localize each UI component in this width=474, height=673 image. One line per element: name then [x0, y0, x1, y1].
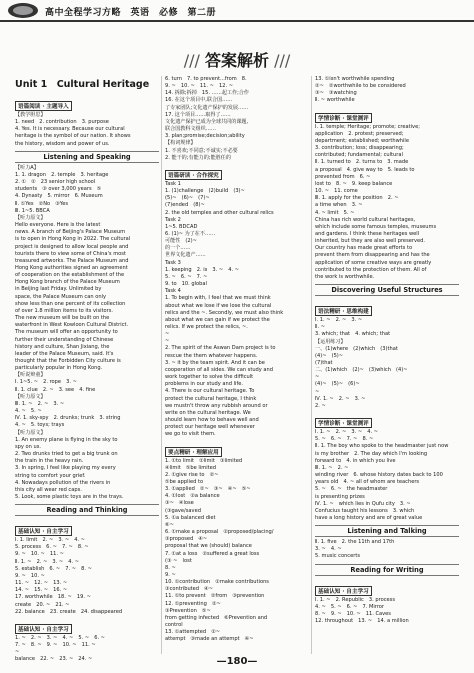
- answer-line: protect our heritage well whenever: [165, 424, 255, 431]
- page-number: —180—: [216, 656, 258, 667]
- answer-line: is my brother 2. The day which I'm looking: [315, 450, 428, 457]
- section-tag: [315, 298, 459, 317]
- answer-line: 2. ①give rise to ②~: [165, 471, 219, 478]
- answer-line: we go to visit them.: [165, 431, 216, 438]
- page-title: 答案解析: [204, 51, 269, 70]
- answer-line: thought that the Forbidden City culture is: [15, 358, 121, 364]
- answer-column-2: [165, 76, 309, 656]
- answer-line: ③contributed ④~: [165, 586, 213, 593]
- section-tag: [315, 105, 459, 124]
- answer-line: space, the Palace Museum can only: [15, 293, 106, 300]
- answer-line: The new museum will be built on the: [15, 315, 110, 322]
- answer-line: the train in the heavy rain.: [15, 458, 84, 465]
- answer-line: heritage is the symbol of our nation. It shows: [15, 133, 131, 140]
- answer-line: 5. ~ 6. ~ 7. ~: [165, 273, 208, 280]
- answer-line: Ⅱ. 1. five 2. the 11th and 17th: [315, 539, 395, 546]
- answer-line: create 20. ~ 21. ~: [15, 601, 70, 608]
- answer-line: 8. ~: [165, 564, 176, 571]
- answer-line: work together to solve the difficult: [165, 374, 254, 381]
- answer-line: 二、(1)which (2)~ (3)which (4)~: [315, 367, 408, 374]
- answer-line: 7. ①at a loss ②suffered a great loss: [165, 550, 260, 557]
- answer-line: lost to 8. ~ 9. keep balance: [315, 180, 393, 187]
- answer-line: 5. ①a balanced diet: [165, 514, 216, 521]
- answer-line: application of some creative ways are greatly: [315, 259, 432, 266]
- answer-line: 可能性 (2)~: [165, 238, 197, 245]
- answer-line: ~: [165, 331, 170, 338]
- section-heading: Listening and Speaking: [15, 151, 159, 163]
- answer-line: 14. ~ 15. ~ 16. ~: [15, 587, 68, 594]
- column-divider: [311, 76, 312, 654]
- answer-line: 1~5. BDCAD: [165, 223, 198, 230]
- answer-line: 10. ~ 11. come: [315, 188, 358, 195]
- answer-line: Ⅳ. 1. sky-spy 2. drunks; trunk 3. string: [15, 415, 121, 422]
- answer-line: this city all wear red caps.: [15, 486, 82, 493]
- answer-line: 3. contribution; loss; disappearing;: [315, 145, 404, 152]
- answer-line: the history, wisdom and power of us.: [15, 140, 110, 147]
- answer-line: 【教学胆思】: [15, 112, 46, 118]
- answer-line: Ⅲ. 1~5. BBCA: [15, 207, 50, 214]
- answer-line: 1. 不喜欢;不同意;不诚实;不必要: [165, 147, 238, 154]
- answer-line: 5. music concerts: [315, 553, 360, 560]
- section-tag-label: 基础认知 · 自主学习: [315, 586, 372, 596]
- answer-line: 联合国教科文组织……: [165, 126, 216, 133]
- section-tag: [315, 410, 459, 429]
- answer-line: 4. ①lost ②a balance: [165, 493, 220, 500]
- answer-line: 4. Yes. It is necessary. Because our cultural: [15, 126, 125, 133]
- answer-line: 3. which; that 4. which; that: [315, 331, 391, 338]
- answer-line: students ③ over 3,000 years ⑤: [15, 186, 102, 193]
- section-tag: [15, 93, 159, 112]
- answer-line: (4)~ (5)~: [315, 352, 344, 359]
- answer-line: 1. keeping 2. is 3. ~ 4. ~: [165, 266, 239, 273]
- answer-line: 3. ~ 4. ~: [315, 546, 342, 553]
- section-tag: [315, 578, 459, 597]
- answer-line: ③proposed ④~: [165, 536, 208, 543]
- answer-line: 11. ①to prevent ②from ③prevention: [165, 593, 265, 600]
- answer-line: spy on us.: [15, 443, 41, 450]
- answer-line: (③gave/saved: [165, 507, 201, 514]
- answer-line: 10. ①contribution ②make contributions: [165, 579, 269, 586]
- answer-line: department; established; worthwhile: [315, 137, 409, 144]
- answer-line: particularly popular in Hong Kong.: [15, 365, 103, 372]
- answer-line: ③Prevention ⑤~: [165, 607, 211, 614]
- answer-line: 【听力原文】: [15, 214, 46, 221]
- answer-line: Ⅱ. ~ worthwhile: [315, 97, 355, 104]
- answer-line: Task 2: [165, 216, 181, 223]
- answer-line: (7)ended (8)~: [165, 202, 205, 209]
- answer-column-3: [315, 76, 459, 656]
- answer-line: Ⅲ. 1. apply for the position 2. ~: [315, 195, 399, 202]
- book-title: 高中全程学习方略 英语 必修 第二册: [45, 8, 217, 18]
- answer-line: Confucius taught his lessons 3. which: [315, 507, 415, 514]
- answer-line: 4. There is our cultural heritage. To: [165, 388, 255, 395]
- section-heading: Reading for Writing: [315, 564, 459, 576]
- answer-line: should learn how to behave well and: [165, 417, 259, 424]
- answer-line: 1. (1)challenge (2)build (3)~: [165, 188, 245, 195]
- answer-line: inherited, but they are also well preserved.: [315, 238, 425, 245]
- answer-line: is presenting prizes: [315, 493, 365, 500]
- answer-line: of cooperation on the establishment of the: [15, 272, 125, 279]
- answer-line: protect the cultural heritage, I think: [165, 395, 257, 402]
- answer-line: project is designed to allow local people and: [15, 243, 129, 250]
- answer-line: ~: [315, 388, 320, 395]
- answer-line: the work is worthwhile.: [315, 273, 375, 280]
- answer-line: The museum will offer an opportunity to: [15, 329, 118, 336]
- answer-line: Hello everyone. Here is the latest: [15, 222, 101, 229]
- answer-line: 【听力A】: [15, 164, 39, 171]
- answer-line: ②~ ②worthwhile to be considered: [315, 83, 406, 90]
- column-2-content: [165, 76, 309, 644]
- answer-line: control: [165, 622, 183, 629]
- answer-line: 17. worthwhile 18. ~ 19. ~: [15, 594, 91, 601]
- answer-line: and gardens. I think these heritages well: [315, 230, 420, 237]
- answer-line: Ⅱ. 1. The boy who spoke to the headmaster just now: [315, 443, 449, 450]
- answer-line: 文化遗产保护已成为全球共同的课题,: [165, 118, 249, 125]
- answer-line: Ⅰ. 1. ~ 2. ~ 3. ~: [315, 317, 363, 324]
- answer-line: rescue the them whatever happens.: [165, 352, 258, 359]
- answer-line: 5. process 6. ~ 7. ~ 8. ~: [15, 544, 89, 551]
- answer-line: Task 3: [165, 259, 181, 266]
- unit-title: Unit 1 Cultural Heritage: [15, 79, 150, 90]
- answer-line: in Beijing last Friday. Unlimited by: [15, 286, 102, 293]
- answer-line: relics and the ~. Secondly, we must also think: [165, 309, 284, 316]
- section-tag: [165, 439, 309, 458]
- answer-line: prevent them from disappearing and has the: [315, 252, 430, 259]
- answer-line: 1. An enemy plane is flying in the sky to: [15, 436, 118, 443]
- answer-line: 1. To begin with, I feel that we must think: [165, 295, 271, 302]
- answer-line: tourists there to view some of China's most: [15, 250, 126, 257]
- answer-line: 3. plan;promise;decision;ability: [165, 133, 245, 140]
- answer-line: forward to 4. in which you live: [315, 457, 396, 464]
- answer-line: (4)~ (5)~ (6)~: [315, 381, 360, 388]
- answer-line: attempt ③made an attempt ④~: [165, 636, 254, 643]
- answer-line: 9. ~ 10. ~ 11. ~: [15, 551, 64, 558]
- answer-line: Task 1: [165, 180, 181, 187]
- answer-line: 6. ①make a proposal ②proposed/placing/: [165, 529, 274, 536]
- answer-line: 9. ~ 10. ~ 11. ~ 12. ~: [165, 83, 233, 90]
- answer-line: ③~ ④lose: [165, 500, 194, 507]
- answer-line: 了专家团队;文化遗产保护的发展……: [165, 104, 249, 111]
- answer-line: 16. 在这个项目中,联合国……: [165, 97, 233, 104]
- answer-line: 7. ~ 8. ~ 9. ~ 10. ~ 11. ~: [15, 642, 96, 648]
- answer-line: about what we lose if we lose the cultural: [165, 302, 272, 309]
- page-title-row: [0, 48, 474, 71]
- answer-line: about what we can gain if we protect the: [165, 316, 270, 323]
- answer-line: treasured artworks. The Palace Museum and: [15, 257, 129, 264]
- answer-line: Ⅰ. 1~5. ~ 2. rope 3. ~: [15, 379, 77, 386]
- answer-line: Ⅱ. ~: [315, 324, 326, 331]
- answer-line: Ⅱ. 1. clue 2. ~ 3. see 4. fine: [15, 386, 96, 393]
- answer-line: further their understanding of Chinese: [15, 336, 114, 343]
- answer-line: China has rich world cultural heritages,: [315, 216, 416, 223]
- answer-line: is to open in Hong Kong in 2022. The cultural: [15, 236, 131, 243]
- answer-line: 【听说辩童】: [15, 372, 46, 379]
- answer-line: write on the cultural heritage. We: [165, 409, 251, 416]
- section-heading: Reading and Thinking: [15, 504, 159, 516]
- answer-line: ~: [165, 338, 170, 345]
- answer-line: 5. Look, some plastic toys are in the trays.: [15, 493, 124, 500]
- answer-line: ④limit ⑤be limited: [165, 464, 216, 471]
- section-heading: Discovering Useful Structures: [315, 284, 459, 296]
- answer-line: have a long history and are of great value: [315, 514, 423, 521]
- answer-line: (③ ~ lost: [165, 557, 192, 564]
- answer-line: news. A branch of Beijing's Palace Museum: [15, 229, 126, 236]
- answer-line: problems in our study and life.: [165, 381, 243, 388]
- header-rule: [0, 20, 474, 22]
- answer-line: relics. If we protect the relics, ~.: [165, 324, 248, 330]
- answer-line: 1. ~ 2. ~ 3. ~ 4. ~ 5. ~ 6. ~: [15, 634, 105, 641]
- answer-line: cooperation of all sides. We can study and: [165, 366, 274, 373]
- answer-line: we mustn't throw any rubbish around or: [165, 402, 268, 409]
- answer-line: prevented from 6. ~: [315, 173, 371, 180]
- answer-line: 22. balance 23. create 24. disappeared: [15, 608, 123, 615]
- answer-line: 【构词规律】: [165, 140, 196, 147]
- answer-line: 14. 拆除;拆掉 15. ……起工作;合作: [165, 90, 249, 97]
- answer-line: application 2. protest; preserved;: [315, 130, 404, 137]
- title-slashes-right: ///: [269, 51, 291, 70]
- answer-line: 8. ~ 9. ~ 10. ~ 11. Caves: [315, 610, 391, 617]
- answer-line: Ⅰ. 1. ~ 2. ~ 3. ~ 4. ~: [315, 429, 379, 436]
- answer-line: 4. ~ 5. toys; trays: [15, 422, 65, 429]
- answer-column-1: [15, 76, 159, 663]
- answer-line: of over 1.8 million items to its visitors.: [15, 307, 113, 314]
- answer-line: 12. ①preventing ②~: [165, 600, 221, 607]
- column-divider: [161, 76, 162, 654]
- answer-line: which include some famous temples, museums: [315, 223, 437, 230]
- answer-line: 9. ~: [165, 572, 176, 578]
- answer-line: 【运用练习】: [315, 338, 346, 345]
- answer-line: 13. ①isn't worthwhile spending: [315, 76, 395, 82]
- answer-line: 4. ~ 5. ~: [15, 408, 42, 415]
- answer-line: 的一个……: [165, 245, 191, 252]
- answer-line: Hong Kong branch of the Palace Museum: [15, 279, 120, 286]
- answer-line: 2. ① ② 23 senior high school: [15, 179, 96, 186]
- section-tag-label: 基础认知 · 自主学习: [15, 526, 72, 536]
- answer-line: years old 4. ~ all of whom are teachers: [315, 479, 420, 486]
- section-tag: [15, 616, 159, 635]
- answer-line: proposal that we (should) balance: [165, 543, 252, 550]
- section-tag-label: 基础认知 · 自主学习: [15, 624, 72, 634]
- column-1-content: [15, 93, 159, 663]
- answer-line: Ⅲ. 1. ~ 2. ~ 3. ~: [15, 400, 65, 407]
- answer-line: 3. ~ it by the team spirit. And it can be: [165, 359, 265, 366]
- answer-line: a time when 3. ~: [315, 202, 363, 209]
- answer-line: 1. 1. dragon 2. temple 3. heritage: [15, 171, 109, 178]
- answer-line: 2. The spirit of the Aswan Dam project is to: [165, 345, 276, 352]
- publisher-logo-icon: [8, 3, 38, 18]
- answer-line: winding river 6. whose history dates back to 100: [315, 472, 443, 479]
- answer-line: a proposal 4. give way to 5. leads to: [315, 166, 415, 173]
- answer-line: 一、(1)where (2)which (3)that: [315, 345, 398, 352]
- answer-line: 2. ~: [315, 402, 326, 409]
- answer-line: 3. ①applied ②~ ③~ ④~ ⑤~: [165, 486, 251, 493]
- answer-line: (7)that: [315, 360, 333, 366]
- answer-line: from getting infected ⑥Prevention and: [165, 614, 268, 621]
- answer-line: Ⅰ. 1. temple; Heritage; promote; creative;: [315, 123, 420, 130]
- answer-line: (5)~ (6)~ (7)~: [165, 195, 210, 202]
- answer-line: 2. Two drunks tried to get a big trunk on: [15, 451, 118, 458]
- answer-line: 3. In spring, I feel like playing my every: [15, 465, 116, 472]
- answer-line: 5. establish 6. ~ 7. ~ 8. ~: [15, 565, 92, 572]
- answer-line: 世界文化遗产……: [165, 252, 206, 259]
- answer-line: 1. need 2. contribution 3. purpose: [15, 119, 109, 126]
- answer-line: Ⅰ. 1. ~ 2. Republic 3. process: [315, 596, 395, 603]
- answer-line: history and culture, Shan Jixiang, the: [15, 343, 110, 350]
- column-3-content: [315, 76, 459, 625]
- section-tag: [165, 162, 309, 181]
- answer-line: 5. ~ 6. ~ 7. ~ 8. ~: [315, 436, 374, 443]
- answer-line: 17. 这个项目……取得了……: [165, 111, 231, 118]
- answer-line: leader of the Palace Museum, said. It's: [15, 350, 114, 357]
- answer-line: Ⅱ. ①Yes ②No ③Yes: [15, 200, 69, 207]
- answer-line: balance 22. ~ 23. ~ 24. ~: [15, 656, 93, 663]
- answer-line: 2. 能干的;有能力的;能胜任的: [165, 154, 231, 161]
- section-tag-label: 学情诊断 · 课堂测评: [315, 418, 372, 428]
- answer-line: show less than one percent of its collection: [15, 300, 126, 307]
- answer-line: 4. Dynasty 5. mirror 6. Museum: [15, 193, 103, 200]
- answer-line: Task 4: [165, 288, 181, 295]
- section-tag: [15, 518, 159, 537]
- answer-line: 9. to 10. global: [165, 281, 207, 288]
- section-tag-label: 语法精研 · 思维构建: [315, 306, 372, 316]
- answer-line: ⑥~: [165, 521, 174, 528]
- answer-line: Ⅱ. 1. turned to 2. turns to 3. made: [315, 159, 409, 166]
- answer-line: contributed to the protection of them. All of: [315, 266, 427, 273]
- answer-line: 4. Nowadays pollution of the rivers in: [15, 479, 111, 486]
- section-tag-label: 学情诊断 · 课堂测评: [315, 113, 372, 123]
- section-tag-label: 语篇阅读 · 主题导入: [15, 101, 72, 111]
- answer-line: ~: [15, 649, 20, 656]
- answer-line: Ⅳ. 1. ~ which lies in Qufu city 3. ~: [315, 500, 411, 507]
- answer-line: 9. ~ 10. ~: [15, 572, 45, 579]
- section-heading: Listening and Talking: [315, 525, 459, 537]
- answer-line: ③~ ③watching: [315, 90, 357, 97]
- answer-line: Ⅱ. 1. ~ 2. ~ 3. ~ 4. ~: [15, 558, 80, 565]
- page-header: [0, 0, 474, 22]
- answer-line: 5. ~ 6. ~ the headmaster: [315, 486, 388, 493]
- answer-line: Our country has made great efforts to: [315, 245, 413, 252]
- answer-line: 【听力原文】: [15, 429, 46, 436]
- answer-line: Ⅰ. 1. limit 2. ~ 3. ~ 4. ~: [15, 537, 85, 544]
- answer-line: ⑤be applied to: [165, 478, 204, 485]
- answer-line: 11. ~ 12. ~ 13. ~: [15, 580, 68, 587]
- answer-line: Hong Kong authorities signed an agreement: [15, 264, 128, 271]
- section-tag-label: 要点精研 · 理解应用: [165, 447, 222, 457]
- section-tag-label: 语篇研读 · 合作探究: [165, 170, 222, 180]
- answer-line: 【听力原文】: [15, 393, 46, 400]
- answer-line: string to comfort your grief.: [15, 472, 86, 479]
- answer-line: 1. ①to limit ②limit ③limited: [165, 457, 243, 464]
- answer-line: 12. throughout 13. ~ 14. a million: [315, 618, 409, 625]
- answer-line: waterfront in West Kowloon Cultural District.: [15, 322, 129, 329]
- answer-line: Ⅳ. 1. ~ 2. ~ 3. ~: [315, 395, 366, 402]
- answer-line: 6. (1)~ 为了在不……: [165, 230, 216, 237]
- answer-line: 2. the old temples and other cultural relics: [165, 209, 274, 216]
- answer-line: 13. ①attempted ②~: [165, 629, 221, 636]
- answer-line: 6. turn 7. to prevent...from 8.: [165, 76, 247, 82]
- answer-line: ~: [315, 374, 320, 381]
- answer-line: 4. ~ 5. ~ 6. ~ 7. Mirror: [315, 603, 385, 610]
- answer-line: Ⅲ. 1. ~ 2. ~: [315, 464, 349, 471]
- title-slashes-left: ///: [183, 51, 205, 70]
- answer-line: contributed; fundamental; cultural: [315, 152, 403, 159]
- answer-line: 4. ~ limit 5. ~: [315, 209, 355, 216]
